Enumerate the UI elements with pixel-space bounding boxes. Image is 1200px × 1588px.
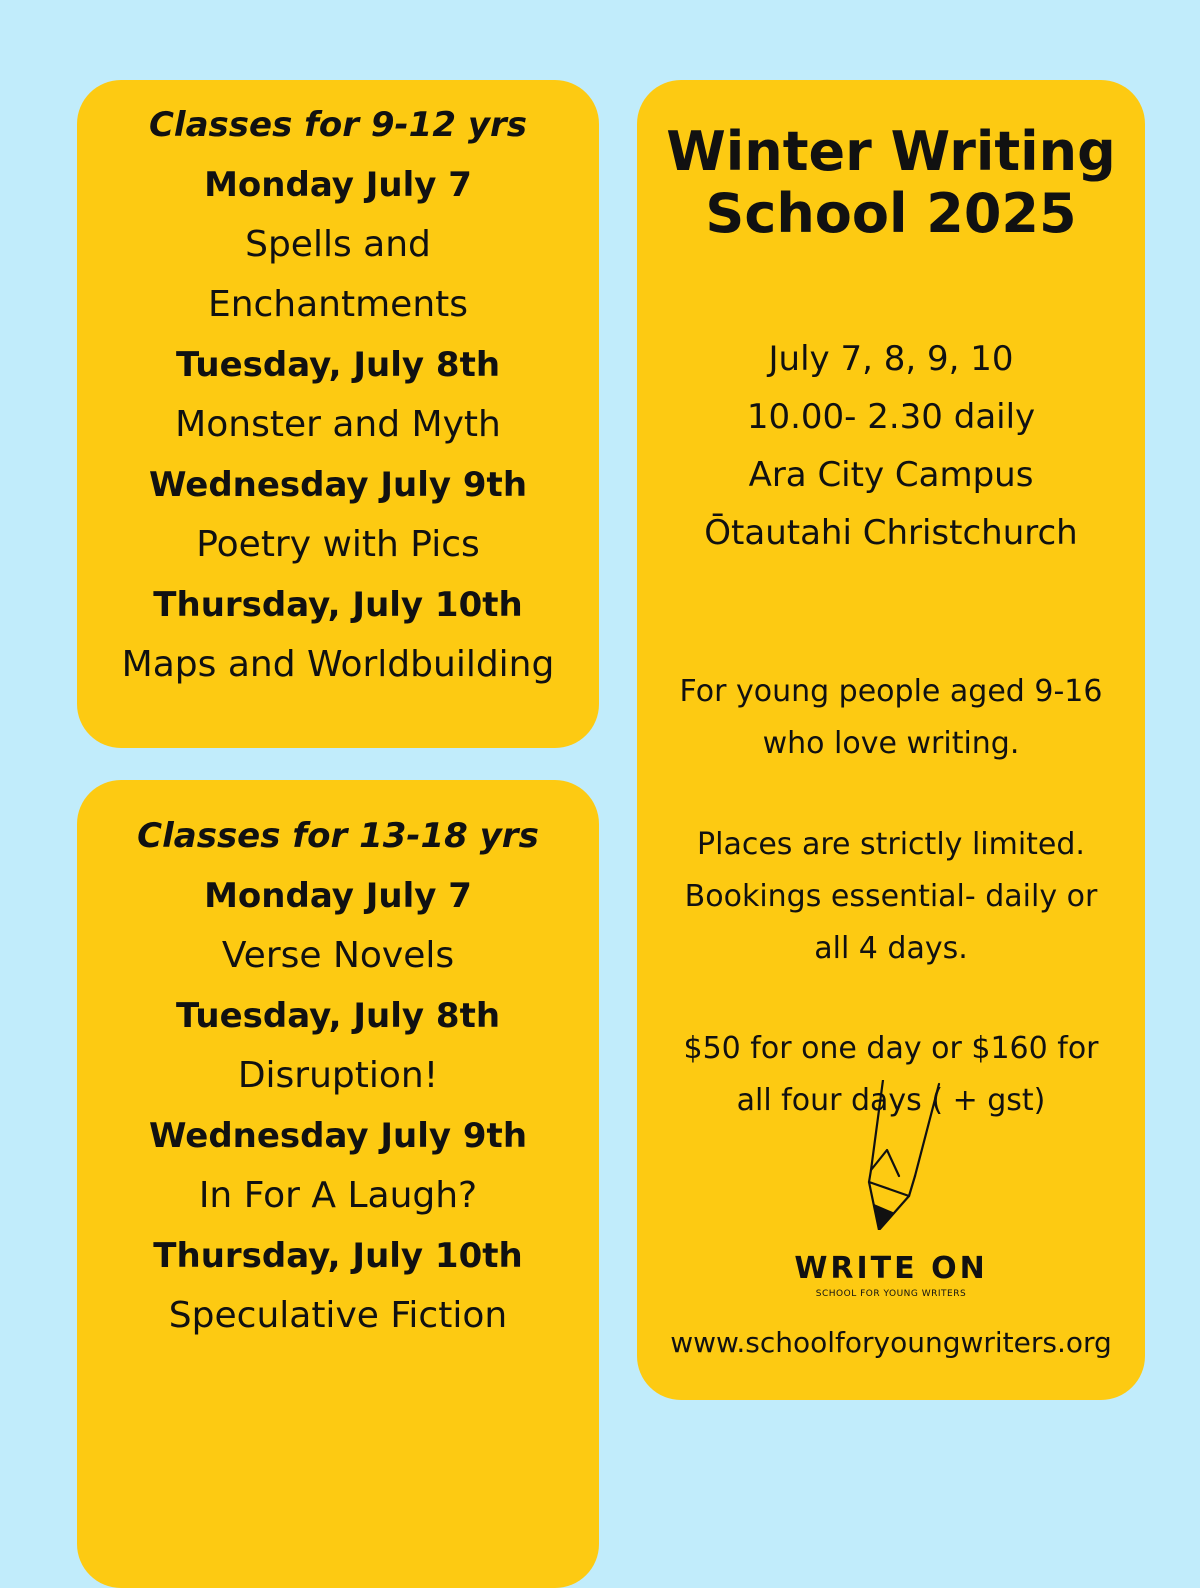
- booking-text: [637, 819, 1145, 975]
- booking-line: all 4 days.: [814, 931, 968, 966]
- session-day: Tuesday, July 8th: [175, 345, 501, 385]
- event-title-line: Winter Writing: [666, 120, 1116, 183]
- session-day: Wednesday July 9th: [148, 1116, 528, 1156]
- session-day: Tuesday, July 8th: [175, 996, 501, 1036]
- session-topic: Disruption!: [237, 1055, 439, 1096]
- event-title-line: School 2025: [705, 182, 1077, 245]
- session-day: Monday July 7: [204, 876, 472, 916]
- session-day: Thursday, July 10th: [153, 1236, 523, 1276]
- event-time: 10.00- 2.30 daily: [746, 397, 1036, 437]
- logo-name: WRITE ON: [794, 1251, 988, 1286]
- audience-line: For young people aged 9-16: [679, 674, 1103, 709]
- session-topic: Maps and Worldbuilding: [121, 644, 555, 685]
- session-topic: Speculative Fiction: [168, 1295, 508, 1336]
- kids-schedule: [77, 95, 599, 695]
- session-topic: Enchantments: [207, 284, 469, 325]
- event-dates: July 7, 8, 9, 10: [768, 339, 1014, 379]
- website-link[interactable]: www.schoolforyoungwriters.org: [670, 1326, 1112, 1359]
- event-venue: Ara City Campus: [748, 455, 1034, 495]
- price-line: $50 for one day or $160 for: [683, 1031, 1099, 1066]
- session-topic: Verse Novels: [221, 935, 455, 976]
- session-topic: Monster and Myth: [175, 404, 501, 445]
- pencil-icon: [865, 1080, 945, 1230]
- logo-tagline: SCHOOL FOR YOUNG WRITERS: [815, 1289, 967, 1299]
- event-info-card: [637, 80, 1145, 1400]
- event-city: Ōtautahi Christchurch: [704, 513, 1078, 553]
- session-topic: Poetry with Pics: [196, 524, 480, 565]
- booking-line: Places are strictly limited.: [697, 827, 1085, 862]
- schedule-heading: Classes for 9-12 yrs: [148, 105, 527, 145]
- session-day: Wednesday July 9th: [148, 465, 528, 505]
- session-topic: In For A Laugh?: [198, 1175, 478, 1216]
- price-line: all four days ( + gst): [736, 1083, 1046, 1118]
- session-day: Monday July 7: [204, 165, 472, 205]
- event-details: [637, 330, 1145, 562]
- session-day: Thursday, July 10th: [153, 585, 523, 625]
- event-title: [637, 122, 1145, 244]
- session-topic: Spells and: [245, 224, 431, 265]
- audience-text: [637, 666, 1145, 770]
- audience-line: who love writing.: [762, 726, 1020, 761]
- booking-line: Bookings essential- daily or: [684, 879, 1098, 914]
- schedule-heading: Classes for 13-18 yrs: [137, 816, 539, 856]
- teen-schedule: [77, 806, 599, 1346]
